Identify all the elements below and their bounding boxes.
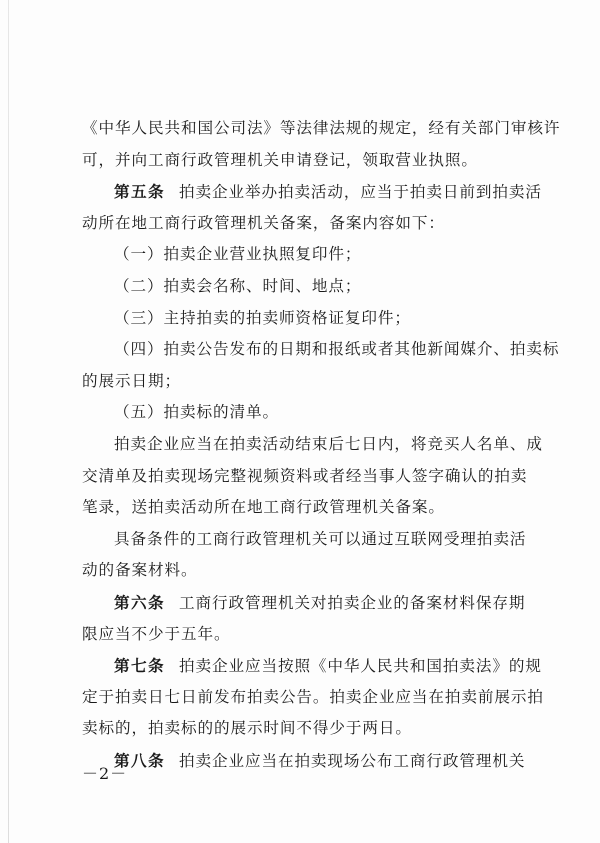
article-7-label: 第七条 xyxy=(114,656,165,676)
article-5-text: 拍卖企业举办拍卖活动，应当于拍卖日前到拍卖活 xyxy=(178,183,542,202)
article-6-line-1 xyxy=(82,587,552,619)
article-5-item-4: （四）拍卖公告发布的日期和报纸或者其他新闻媒介、拍卖标 xyxy=(114,340,560,359)
article-5-label: 第五条 xyxy=(114,182,165,202)
article-7-line-3: 卖标的，拍卖标的的展示时间不得少于两日。 xyxy=(82,719,412,738)
scan-edge xyxy=(8,0,9,843)
article-5-item-5: （五）拍卖标的清单。 xyxy=(114,403,279,422)
article-8-line-1 xyxy=(82,745,552,777)
article-8-label: 第八条 xyxy=(114,750,165,770)
article-8-text: 拍卖企业应当在拍卖现场公布工商行政管理机关 xyxy=(178,751,526,770)
article-7-text: 拍卖企业应当按照《中华人民共和国拍卖法》的规 xyxy=(178,657,542,676)
article-7-line-1 xyxy=(82,650,552,682)
article-7-line-2: 定于拍卖日七日前发布拍卖公告。拍卖企业应当在拍卖前展示拍 xyxy=(82,687,544,706)
article-5-item-3: （三）主持拍卖的拍卖师资格证复印件； xyxy=(114,308,411,327)
text-line: 《中华人民共和国公司法》等法律法规的规定，经有关部门审核许 xyxy=(82,119,561,137)
article-5-line-1 xyxy=(82,176,552,208)
article-6-line-2: 限应当不少于五年。 xyxy=(82,624,231,643)
article-5-item-4-cont: 的展示日期； xyxy=(82,371,181,390)
article-5-para-3-cont: 动的备案材料。 xyxy=(82,561,198,580)
article-5-para-2: 拍卖企业应当在拍卖活动结束后七日内，将竞买人名单、成 xyxy=(114,434,543,453)
page-number: －2－ xyxy=(82,764,128,783)
article-5-para-3: 具备条件的工商行政管理机关可以通过互联网受理拍卖活 xyxy=(114,529,527,548)
article-5-item-2: （二）拍卖会名称、时间、地点； xyxy=(114,276,362,295)
article-5-line-2: 动所在地工商行政管理机关备案，备案内容如下： xyxy=(82,213,445,232)
document-body xyxy=(82,113,561,776)
article-5-para-2-cont: 交清单及拍卖现场完整视频资料或者经当事人签字确认的拍卖 xyxy=(82,466,528,485)
article-6-label: 第六条 xyxy=(114,592,165,612)
article-5-para-2-cont: 笔录，送拍卖活动所在地工商行政管理机关备案。 xyxy=(82,498,445,517)
article-5-item-1: （一）拍卖企业营业执照复印件； xyxy=(114,245,362,264)
text-line: 可，并向工商行政管理机关申请登记，领取营业执照。 xyxy=(82,150,478,169)
article-6-text: 工商行政管理机关对拍卖企业的备案材料保存期 xyxy=(178,593,526,612)
